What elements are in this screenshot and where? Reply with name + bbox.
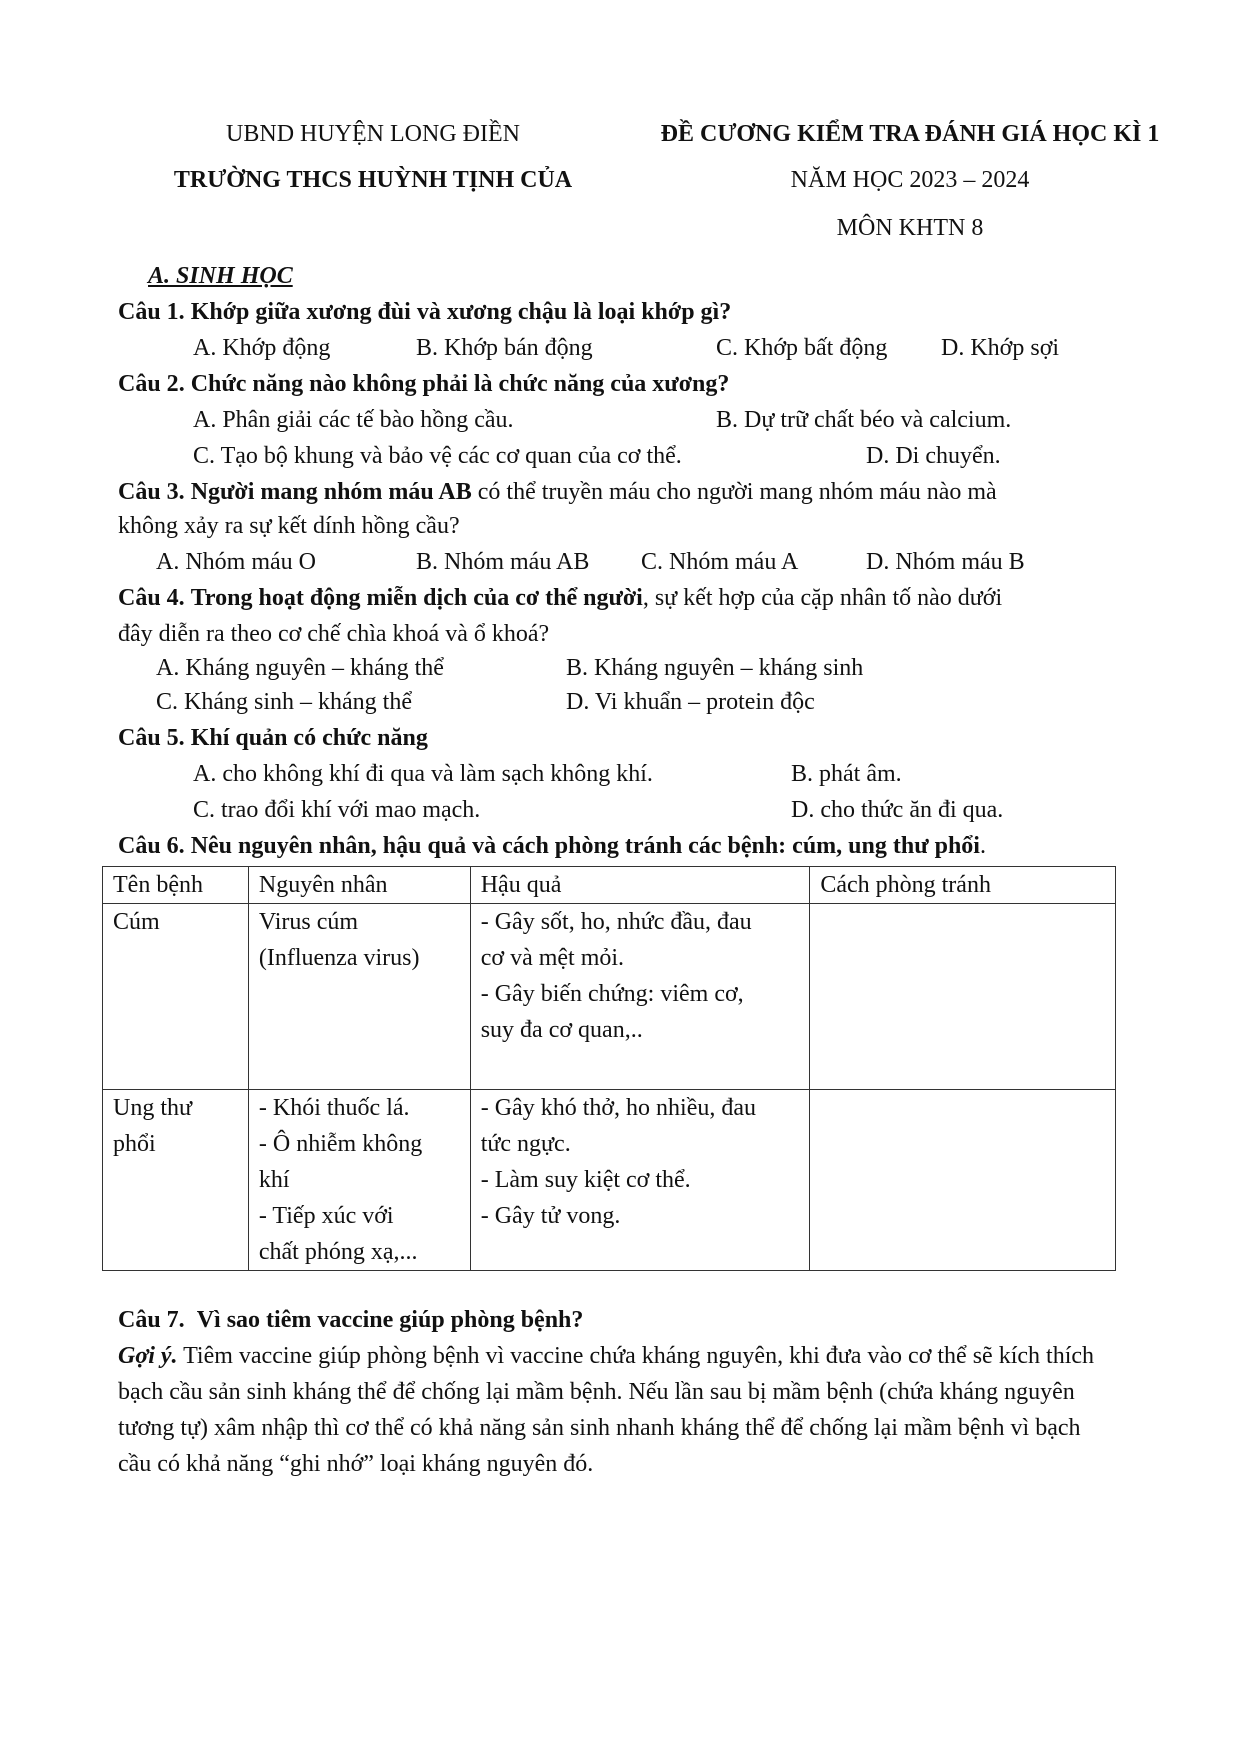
header-subject: MÔN KHTN 8 <box>836 215 984 241</box>
cell-line: - Làm suy kiệt cơ thể. <box>480 1167 691 1193</box>
question-5 <box>118 720 428 756</box>
option-a: A. Nhóm máu O <box>156 549 316 575</box>
cell-disease <box>103 904 249 1090</box>
question-text: Vì sao tiêm vaccine giúp phòng bệnh? <box>196 1307 584 1333</box>
question-3 <box>118 474 997 510</box>
cell-effect <box>470 904 810 1090</box>
option-b: B. Nhóm máu AB <box>416 549 590 575</box>
cell-line: cơ và mệt mỏi. <box>480 945 625 971</box>
option-d: D. Nhóm máu B <box>866 549 1025 575</box>
question-text-tail: . <box>979 833 986 859</box>
question-text: Nêu nguyên nhân, hậu quả và cách phòng tránh các bệnh: cúm, ung thư phổi <box>190 833 980 859</box>
option-c: C. Nhóm máu A <box>641 549 799 575</box>
question-label: Câu 5. <box>118 725 185 751</box>
question-text-bold: Trong hoạt động miễn dịch của cơ thể người <box>190 585 643 611</box>
hint-paragraph <box>118 1338 1118 1482</box>
option-d: D. Vi khuẩn – protein độc <box>566 689 815 715</box>
question-7 <box>118 1302 583 1338</box>
cell-line: - Tiếp xúc với <box>258 1203 394 1229</box>
option-b: B. Khớp bán động <box>416 335 593 361</box>
header-prevention: Cách phòng tránh <box>810 867 1116 904</box>
header-school-year: NĂM HỌC 2023 – 2024 <box>790 167 1030 193</box>
option-c: C. trao đổi khí với mao mạch. <box>193 797 481 823</box>
question-6 <box>118 828 986 864</box>
option-b: B. Kháng nguyên – kháng sinh <box>566 655 864 681</box>
option-a: A. Phân giải các tế bào hồng cầu. <box>193 407 514 433</box>
question-label: Câu 7. <box>118 1307 185 1333</box>
cell-line: - Khói thuốc lá. <box>258 1095 410 1121</box>
option-b: B. phát âm. <box>791 761 902 787</box>
question-text: , sự kết hợp của cặp nhân tố nào dưới <box>642 585 1003 611</box>
option-c: C. Tạo bộ khung và bảo vệ các cơ quan của cơ thể. <box>193 443 682 469</box>
question-2 <box>118 366 729 402</box>
header-effect: Hậu quả <box>470 867 810 904</box>
cell-disease <box>103 1090 249 1271</box>
cell-line: - Gây sốt, ho, nhức đầu, đau <box>480 909 752 935</box>
cell-line: - Gây biến chứng: viêm cơ, <box>480 981 744 1007</box>
hint-label: Gợi ý. <box>118 1343 178 1369</box>
question-text: Khí quản có chức năng <box>190 725 428 751</box>
header-district: UBND HUYỆN LONG ĐIỀN <box>226 121 520 147</box>
question-label: Câu 3. <box>118 479 185 505</box>
cell-line: Ung thư <box>113 1095 193 1121</box>
cell-line: Cúm <box>113 909 160 935</box>
option-d: D. cho thức ăn đi qua. <box>791 797 1004 823</box>
table-header-row <box>103 867 1116 904</box>
cell-effect <box>470 1090 810 1271</box>
hint-text: Tiêm vaccine giúp phòng bệnh vì vaccine chứa kháng nguyên, khi đưa vào cơ thể sẽ kích thích bạch cầu sản sinh kháng thể để chống lại mầm bệnh. Nếu lần sau bị mầm bệnh (chứa kháng nguyên tương tự) xâm nhập thì cơ thể có khả năng sản sinh nhanh kháng thể để chống lại mầm bệnh vì bạch cầu có khả năng “ghi nhớ” loại kháng nguyên đó. <box>118 1343 1095 1477</box>
cell-line: (Influenza virus) <box>258 945 420 971</box>
question-1 <box>118 294 731 330</box>
option-a: A. Kháng nguyên – kháng thể <box>156 655 444 681</box>
option-b: B. Dự trữ chất béo và calcium. <box>716 407 1012 433</box>
question-label: Câu 4. <box>118 585 185 611</box>
question-text: Khớp giữa xương đùi và xương chậu là loại khớp gì? <box>190 299 732 325</box>
question-3-line-2: không xảy ra sự kết dính hồng cầu? <box>118 513 460 539</box>
cell-line: khí <box>258 1167 290 1193</box>
question-4 <box>118 580 1002 616</box>
table-row <box>103 904 1116 1090</box>
option-c: C. Kháng sinh – kháng thể <box>156 689 412 715</box>
option-a: A. cho không khí đi qua và làm sạch không khí. <box>193 761 653 787</box>
option-d: D. Khớp sợi <box>941 335 1060 361</box>
question-text-bold: Người mang nhóm máu AB <box>190 479 472 505</box>
cell-prevention <box>810 904 1116 1090</box>
question-label: Câu 1. <box>118 299 185 325</box>
option-c: C. Khớp bất động <box>716 335 888 361</box>
option-d: D. Di chuyển. <box>866 443 1001 469</box>
cell-prevention <box>810 1090 1116 1271</box>
question-label: Câu 2 <box>118 371 179 397</box>
option-a: A. Khớp động <box>193 335 331 361</box>
header-disease: Tên bệnh <box>103 867 249 904</box>
table-row <box>103 1090 1116 1271</box>
question-label: Câu 6. <box>118 833 185 859</box>
cell-cause <box>248 904 470 1090</box>
question-text: có thể truyền máu cho người mang nhóm máu nào mà <box>471 479 997 505</box>
cell-line: chất phóng xạ,... <box>258 1239 418 1265</box>
header-title: ĐỀ CƯƠNG KIỂM TRA ĐÁNH GIÁ HỌC KÌ 1 <box>660 121 1160 147</box>
cell-line: - Gây khó thở, ho nhiều, đau <box>480 1095 757 1121</box>
cell-line: phổi <box>113 1131 156 1157</box>
section-title: A. SINH HỌC <box>148 263 293 289</box>
cell-line: suy đa cơ quan,.. <box>480 1017 643 1043</box>
cell-line: - Gây tử vong. <box>480 1203 621 1229</box>
question-text: . Chức năng nào không phải là chức năng của xương? <box>178 371 730 397</box>
cell-line: tức ngực. <box>480 1131 571 1157</box>
cell-line: - Ô nhiễm không <box>258 1131 423 1157</box>
header-cause: Nguyên nhân <box>248 867 470 904</box>
disease-table <box>102 866 1116 1271</box>
cell-cause <box>248 1090 470 1271</box>
header-school: TRƯỜNG THCS HUỲNH TỊNH CỦA <box>173 167 573 193</box>
question-4-line-2: đây diễn ra theo cơ chế chìa khoá và ổ khoá? <box>118 621 550 647</box>
cell-line: Virus cúm <box>258 909 359 935</box>
